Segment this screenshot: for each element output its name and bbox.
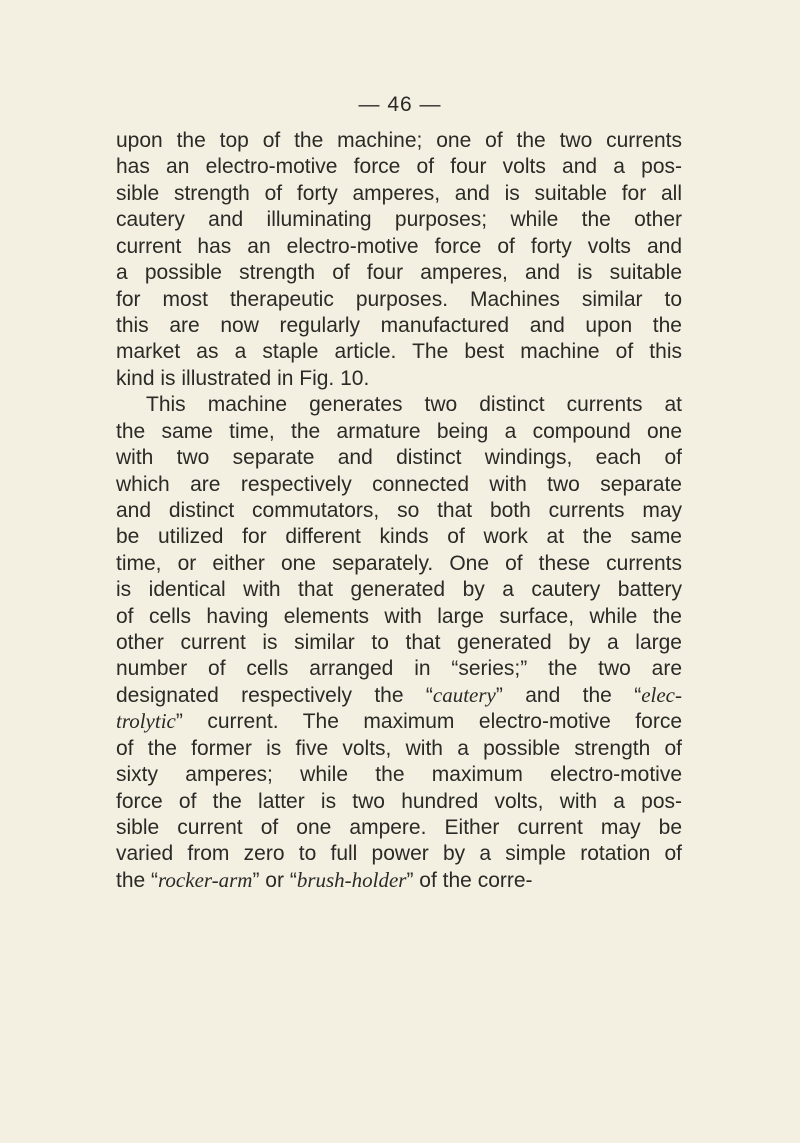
text-line: [116, 738, 682, 759]
text-segment: ” of the corre-: [406, 868, 533, 892]
text-line: [116, 341, 682, 362]
text-line: [116, 711, 682, 732]
text-segment: ” or “: [252, 868, 297, 892]
text-line: [116, 474, 682, 495]
text-line: [116, 315, 682, 336]
text-line: [116, 843, 682, 864]
text-segment: be utilized for different kinds of work at the same: [116, 525, 682, 549]
text-segment: a possible strength of four amperes, and is suitable: [116, 261, 682, 285]
text-line: [116, 421, 682, 442]
text-segment: the “: [116, 868, 159, 892]
text-segment: sixty amperes; while the maximum electro-motive: [116, 763, 682, 787]
text-line: [116, 262, 682, 283]
text-line: [116, 183, 682, 204]
text-line: [116, 682, 682, 707]
text-line: [116, 368, 682, 389]
text-segment: varied from zero to full power by a simple rotation of: [116, 842, 682, 866]
text-segment: cautery and illuminating purposes; while the other: [116, 208, 682, 232]
text-segment: sible strength of forty amperes, and is suitable for all: [116, 181, 682, 205]
text-line: [116, 579, 682, 600]
text-segment: time, or either one separately. One of these currents: [116, 551, 682, 575]
text-segment: this are now regularly manufactured and upon the: [116, 313, 682, 337]
text-line: [116, 130, 682, 151]
text-line: [116, 526, 682, 547]
text-segment: current has an electro-motive force of forty volts and: [116, 234, 682, 258]
text-segment: of cells having elements with large surface, while the: [116, 604, 682, 628]
text-segment: force of the latter is two hundred volts, with a pos-: [116, 789, 682, 813]
text-line: [116, 791, 682, 812]
text-segment: ” and the “: [495, 683, 642, 707]
text-segment: market as a staple article. The best machine of this: [116, 340, 682, 364]
text-line: [116, 658, 682, 679]
italic-term: brush-holder: [296, 867, 407, 892]
text-segment: This machine generates two distinct currents at: [146, 393, 682, 417]
text-line: [116, 156, 682, 177]
text-segment: and distinct commutators, so that both currents may: [116, 498, 682, 522]
text-segment: has an electro-motive force of four volts and a pos-: [116, 155, 682, 179]
text-line: [116, 447, 682, 468]
text-segment: the same time, the armature being a compound one: [116, 419, 682, 443]
text-segment: ” current. The maximum electro-motive force: [175, 710, 682, 734]
text-line: [116, 289, 682, 310]
text-segment: with two separate and distinct windings, each of: [116, 446, 682, 469]
text-line: [146, 394, 682, 415]
text-line: [116, 764, 682, 785]
italic-term: trolytic: [116, 709, 176, 734]
text-segment: for most therapeutic purposes. Machines similar to: [116, 287, 682, 311]
text-line: [116, 817, 682, 838]
text-line: [116, 632, 682, 653]
text-segment: other current is similar to that generated by a large: [116, 631, 682, 654]
italic-term: elec-: [641, 682, 682, 707]
text-segment: number of cells arranged in “series;” the two are: [116, 657, 682, 681]
italic-term: rocker-arm: [158, 867, 253, 892]
text-line: [116, 867, 682, 892]
italic-term: cautery: [432, 682, 496, 707]
text-line: [116, 209, 682, 230]
text-segment: sible current of one ampere. Either current may be: [116, 815, 682, 839]
text-segment: upon the top of the machine; one of the two currents: [116, 129, 682, 152]
text-line: [116, 606, 682, 627]
text-segment: designated respectively the “: [116, 683, 433, 707]
text-line: [116, 553, 682, 574]
page-number: — 46 —: [358, 93, 442, 116]
text-segment: is identical with that generated by a cautery battery: [116, 578, 682, 602]
text-segment: which are respectively connected with two separate: [116, 472, 682, 496]
text-line: [116, 500, 682, 521]
text-segment: kind is illustrated in Fig. 10.: [116, 366, 370, 390]
text-line: [116, 236, 682, 257]
text-segment: of the former is five volts, with a possible strength of: [116, 736, 682, 760]
